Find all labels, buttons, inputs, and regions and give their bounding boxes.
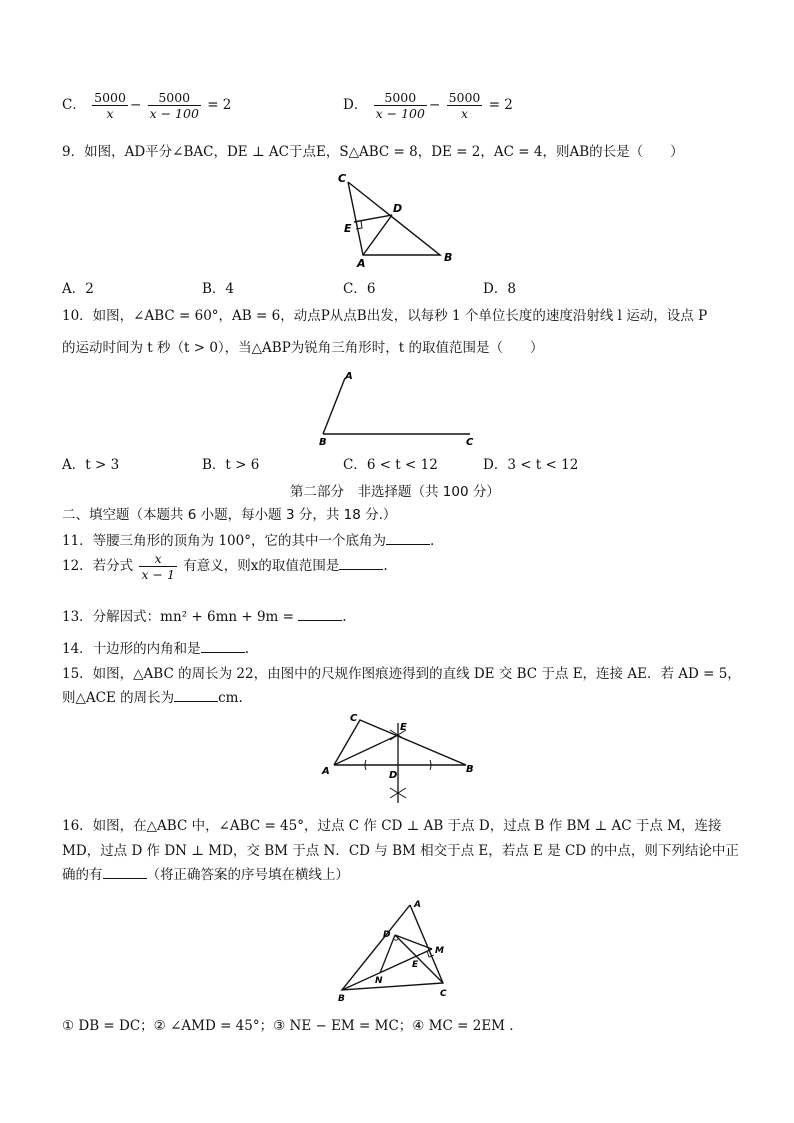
q16-label-m: M <box>435 946 444 956</box>
q16-label-d: D <box>383 930 391 940</box>
q9-label-a: A <box>357 257 366 268</box>
q12-fraction: $\frac{x}{x - 1}$ <box>141 551 175 582</box>
q8-d-rhs: = 2 <box>488 97 513 113</box>
section-2-title: 二、填空题（本题共 6 小题，每小题 3 分，共 18 分.） <box>62 507 397 523</box>
q9-label-e: E <box>344 222 352 235</box>
q8-d-label: D． <box>343 97 368 113</box>
q10-option-d: D．3 < t < 12 <box>483 457 579 473</box>
q15-answer-blank[interactable] <box>174 689 218 702</box>
q15-figure <box>318 708 483 808</box>
q9-question: 9．如图，AD平分∠BAC，DE ⊥ AC于点E，S△ABC = 8，DE = 2，AC = 4，则AB的长是（ ） <box>62 144 684 160</box>
q9-option-c: C．6 <box>343 281 376 297</box>
q11: 11．等腰三角形的顶角为 100°，它的其中一个底角为 . <box>62 533 435 549</box>
q16-label-n: N <box>375 976 383 986</box>
part-2-title: 第二部分 非选择题（共 100 分） <box>290 484 500 500</box>
q10-label-a: A <box>345 371 353 382</box>
q16-line-2: MD，过点 D 作 DN ⊥ MD，交 BM 于点 N．CD 与 BM 相交于点 E，若点 E 是 CD 的中点，则下列结论中正 <box>62 843 739 859</box>
q8-d-fraction-1: $\frac{5000}{x - 100}$ <box>375 90 425 121</box>
q15-label-d: D <box>389 770 398 781</box>
q10-option-b: B．t > 6 <box>202 457 260 473</box>
q9-option-b: B．4 <box>202 281 235 297</box>
q11-text: 11．等腰三角形的顶角为 100°，它的其中一个底角为 <box>62 533 386 549</box>
q12-post: 有意义，则x的取值范围是 <box>183 558 340 574</box>
q8-d-fraction-2: $\frac{5000}{x}$ <box>448 90 481 121</box>
q10-option-c: C．6 < t < 12 <box>343 457 438 473</box>
q8-c-rhs: = 2 <box>207 97 232 113</box>
q13: 13．分解因式：mn² + 6mn + 9m = . <box>62 609 347 625</box>
q10-option-a: A．t > 3 <box>62 457 120 473</box>
q9-figure <box>330 170 465 268</box>
q10-line-2: 的运动时间为 t 秒（t > 0），当△ABP为锐角三角形时，t 的取值范围是（ ） <box>62 340 544 356</box>
q10-label-b: B <box>319 437 327 448</box>
q8-c-fraction-2: $\frac{5000}{x - 100}$ <box>149 90 199 121</box>
q14: 14．十边形的内角和是 . <box>62 641 249 657</box>
q10-line-1: 10．如图，∠ABC = 60°，AB = 6，动点P从点B出发，以每秒 1 个单位长度的速度沿射线 l 运动，设点 P <box>62 308 708 324</box>
q9-label-d: D <box>393 202 403 215</box>
q9-option-d: D．8 <box>483 281 516 297</box>
q11-answer-blank[interactable] <box>386 532 430 545</box>
q13-answer-blank[interactable] <box>298 608 342 621</box>
q16-label-c: C <box>440 989 447 999</box>
q8-option-d: D． $\frac{5000}{x - 100}$ − $\frac{5000}{x}$ = 2 <box>343 90 513 121</box>
q15-label-c: C <box>350 713 358 724</box>
q8-c-fraction-1: $\frac{5000}{x}$ <box>94 90 126 121</box>
q16-figure <box>330 895 465 1005</box>
q16-label-a: A <box>414 900 421 910</box>
q10-label-c: C <box>466 437 474 448</box>
q8-c-label: C． <box>62 97 86 113</box>
q12-answer-blank[interactable] <box>339 557 383 570</box>
q15-label-a: A <box>322 766 330 777</box>
q9-label-b: B <box>444 251 453 264</box>
q16-label-b: B <box>338 994 345 1004</box>
q12-pre: 12．若分式 <box>62 558 134 574</box>
q15-line-1: 15．如图，△ABC 的周长为 22，由图中的尺规作图痕迹得到的直线 DE 交 BC 于点 E，连接 AE．若 AD = 5， <box>62 666 741 682</box>
q16-line-3: 确的有 （将正确答案的序号填在横线上） <box>62 867 349 883</box>
q13-text: 13．分解因式：mn² + 6mn + 9m = <box>62 609 294 625</box>
q14-text: 14．十边形的内角和是 <box>62 641 201 657</box>
q16-conclusions: ① DB = DC；② ∠AMD = 45°；③ NE − EM = MC；④ MC = 2EM . <box>62 1018 514 1034</box>
q12: 12．若分式 $\frac{x}{x - 1}$ 有意义，则x的取值范围是 . <box>62 551 388 582</box>
q16-line-1: 16．如图，在△ABC 中，∠ABC = 45°，过点 C 作 CD ⊥ AB 于点 D，过点 B 作 BM ⊥ AC 于点 M，连接 <box>62 818 722 834</box>
q15-label-b: B <box>466 764 474 775</box>
q15-line-2: 则△ACE 的周长为 cm. <box>62 690 243 706</box>
q8-option-c: C． $\frac{5000}{x}$ − $\frac{5000}{x - 100}$ = 2 <box>62 90 232 121</box>
q9-label-c: C <box>338 172 347 185</box>
q15-label-e: E <box>400 722 407 733</box>
q10-figure <box>315 370 480 448</box>
q14-answer-blank[interactable] <box>201 640 245 653</box>
q16-label-e: E <box>412 960 419 970</box>
q9-option-a: A．2 <box>62 281 94 297</box>
q16-answer-blank[interactable] <box>103 866 147 879</box>
